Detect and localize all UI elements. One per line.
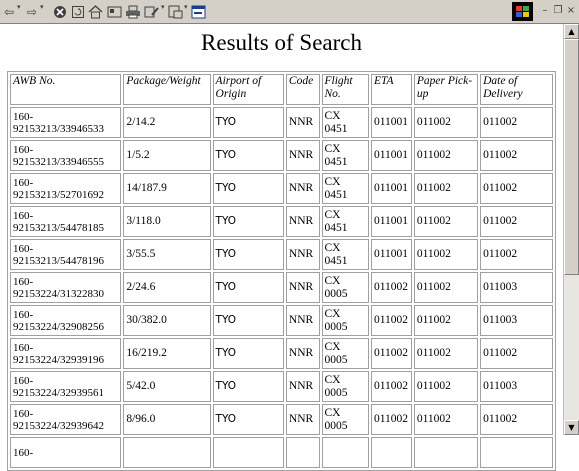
cell-flight-no: CX 0451 <box>322 206 369 237</box>
cell-paper-pickup: 011002 <box>414 239 478 270</box>
table-row <box>10 404 553 435</box>
page-title: Results of Search <box>201 30 362 55</box>
cell-airport-of-origin: TYO <box>213 305 284 336</box>
cell-awb: 160-92153213/54478185 <box>10 206 121 237</box>
table-row <box>10 338 553 369</box>
stop-icon[interactable] <box>51 3 68 20</box>
cell-flight-no <box>322 437 369 468</box>
cell-code: NNR <box>286 371 320 402</box>
cell-paper-pickup: 011002 <box>414 107 478 138</box>
cell-eta: 011001 <box>371 140 412 171</box>
cell-code: NNR <box>286 173 320 204</box>
print-icon[interactable] <box>124 3 142 20</box>
column-header-awb: AWB No. <box>10 74 121 105</box>
cell-awb: 160-92153224/32939561 <box>10 371 121 402</box>
column-header-date-of-delivery: Date of Delivery <box>480 74 553 105</box>
home-icon[interactable] <box>87 3 104 20</box>
close-icon[interactable]: × <box>566 4 576 16</box>
cell-date-of-delivery: 011002 <box>480 173 553 204</box>
cell-flight-no: CX 0451 <box>322 239 369 270</box>
back-dropdown-icon[interactable]: ▾ <box>17 3 21 11</box>
cell-awb: 160-92153224/32939642 <box>10 404 121 435</box>
cell-awb: 160-92153224/31322830 <box>10 272 121 303</box>
cell-awb: 160-92153213/33946555 <box>10 140 121 171</box>
cell-paper-pickup: 011002 <box>414 272 478 303</box>
cell-eta <box>371 437 412 468</box>
cell-flight-no: CX 0005 <box>322 371 369 402</box>
cell-flight-no: CX 0005 <box>322 338 369 369</box>
cell-flight-no: CX 0005 <box>322 272 369 303</box>
table-row <box>10 107 553 138</box>
table-row <box>10 371 553 402</box>
cell-airport-of-origin: TYO <box>213 239 284 270</box>
cell-paper-pickup: 011002 <box>414 371 478 402</box>
cell-package-weight <box>123 437 210 468</box>
cell-code: NNR <box>286 305 320 336</box>
cell-flight-no: CX 0451 <box>322 140 369 171</box>
cell-package-weight: 8/96.0 <box>123 404 210 435</box>
cell-eta: 011002 <box>371 338 412 369</box>
cell-eta: 011001 <box>371 206 412 237</box>
forward-icon[interactable]: ⇨ <box>26 4 38 19</box>
window-icon[interactable] <box>190 3 207 20</box>
cell-paper-pickup: 011002 <box>414 206 478 237</box>
view-icon[interactable] <box>167 3 184 20</box>
cell-date-of-delivery: 011002 <box>480 206 553 237</box>
column-header-package-weight: Package/Weight <box>123 74 210 105</box>
cell-airport-of-origin: TYO <box>213 107 284 138</box>
results-table <box>7 71 556 471</box>
page-content <box>0 24 563 459</box>
cell-package-weight: 2/14.2 <box>123 107 210 138</box>
back-icon[interactable]: ⇦ <box>3 4 15 19</box>
cell-airport-of-origin: TYO <box>213 404 284 435</box>
cell-code: NNR <box>286 206 320 237</box>
cell-paper-pickup: 011002 <box>414 404 478 435</box>
cell-airport-of-origin: TYO <box>213 206 284 237</box>
cell-package-weight: 14/187.9 <box>123 173 210 204</box>
cell-date-of-delivery <box>480 437 553 468</box>
cell-package-weight: 3/118.0 <box>123 206 210 237</box>
cell-awb: 160-92153213/33946533 <box>10 107 121 138</box>
view-dropdown-icon[interactable]: ▾ <box>184 3 188 11</box>
cell-paper-pickup: 011002 <box>414 338 478 369</box>
refresh-icon[interactable] <box>69 3 86 20</box>
mail-icon[interactable] <box>106 3 123 20</box>
table-row <box>10 272 553 303</box>
table-row <box>10 437 553 468</box>
table-row <box>10 140 553 171</box>
cell-eta: 011001 <box>371 107 412 138</box>
cell-code: NNR <box>286 239 320 270</box>
scrollbar-thumb[interactable] <box>564 39 579 275</box>
forward-dropdown-icon[interactable]: ▾ <box>40 3 44 11</box>
table-row <box>10 173 553 204</box>
column-header-eta: ETA <box>371 74 412 105</box>
table-row <box>10 305 553 336</box>
cell-paper-pickup: 011002 <box>414 140 478 171</box>
cell-eta: 011002 <box>371 272 412 303</box>
cell-package-weight: 1/5.2 <box>123 140 210 171</box>
cell-code: NNR <box>286 404 320 435</box>
cell-eta: 011002 <box>371 404 412 435</box>
cell-date-of-delivery: 011003 <box>480 371 553 402</box>
scroll-up-arrow-icon[interactable]: ▲ <box>564 24 579 39</box>
cell-date-of-delivery: 011002 <box>480 338 553 369</box>
cell-eta: 011002 <box>371 305 412 336</box>
edit-dropdown-icon[interactable]: ▾ <box>161 3 165 11</box>
table-header-row <box>10 74 553 105</box>
cell-date-of-delivery: 011002 <box>480 239 553 270</box>
column-header-paper-pickup: Paper Pick-up <box>414 74 478 105</box>
cell-flight-no: CX 0005 <box>322 305 369 336</box>
cell-code: NNR <box>286 338 320 369</box>
cell-package-weight: 2/24.6 <box>123 272 210 303</box>
cell-paper-pickup: 011002 <box>414 173 478 204</box>
column-header-code: Code <box>286 74 320 105</box>
cell-paper-pickup <box>414 437 478 468</box>
cell-code <box>286 437 320 468</box>
edit-icon[interactable] <box>143 3 161 20</box>
cell-awb: 160-92153224/32908256 <box>10 305 121 336</box>
cell-awb: 160- <box>10 437 121 468</box>
cell-airport-of-origin: TYO <box>213 140 284 171</box>
cell-date-of-delivery: 011002 <box>480 140 553 171</box>
windows-logo-icon <box>512 2 533 21</box>
cell-awb: 160-92153213/54478196 <box>10 239 121 270</box>
cell-airport-of-origin: TYO <box>213 371 284 402</box>
cell-date-of-delivery: 011002 <box>480 107 553 138</box>
cell-eta: 011002 <box>371 371 412 402</box>
restore-icon[interactable]: ❐ <box>553 4 563 16</box>
cell-flight-no: CX 0451 <box>322 107 369 138</box>
cell-package-weight: 16/219.2 <box>123 338 210 369</box>
cell-airport-of-origin <box>213 437 284 468</box>
cell-date-of-delivery: 011002 <box>480 404 553 435</box>
vertical-scrollbar[interactable] <box>563 24 579 435</box>
scroll-down-arrow-icon[interactable]: ▼ <box>564 420 579 435</box>
cell-code: NNR <box>286 107 320 138</box>
cell-eta: 011001 <box>371 239 412 270</box>
table-row <box>10 206 553 237</box>
cell-airport-of-origin: TYO <box>213 173 284 204</box>
cell-date-of-delivery: 011003 <box>480 272 553 303</box>
cell-awb: 160-92153213/52701692 <box>10 173 121 204</box>
minimize-icon[interactable]: – <box>542 4 548 16</box>
cell-package-weight: 5/42.0 <box>123 371 210 402</box>
cell-code: NNR <box>286 140 320 171</box>
cell-airport-of-origin: TYO <box>213 338 284 369</box>
cell-flight-no: CX 0005 <box>322 404 369 435</box>
column-header-flight-no: Flight No. <box>322 74 369 105</box>
table-row <box>10 239 553 270</box>
column-header-airport-of-origin: Airport of Origin <box>213 74 284 105</box>
cell-date-of-delivery: 011003 <box>480 305 553 336</box>
cell-code: NNR <box>286 272 320 303</box>
browser-toolbar <box>0 0 579 24</box>
cell-package-weight: 30/382.0 <box>123 305 210 336</box>
cell-eta: 011001 <box>371 173 412 204</box>
cell-awb: 160-92153224/32939196 <box>10 338 121 369</box>
cell-airport-of-origin: TYO <box>213 272 284 303</box>
cell-flight-no: CX 0451 <box>322 173 369 204</box>
cell-package-weight: 3/55.5 <box>123 239 210 270</box>
cell-paper-pickup: 011002 <box>414 305 478 336</box>
